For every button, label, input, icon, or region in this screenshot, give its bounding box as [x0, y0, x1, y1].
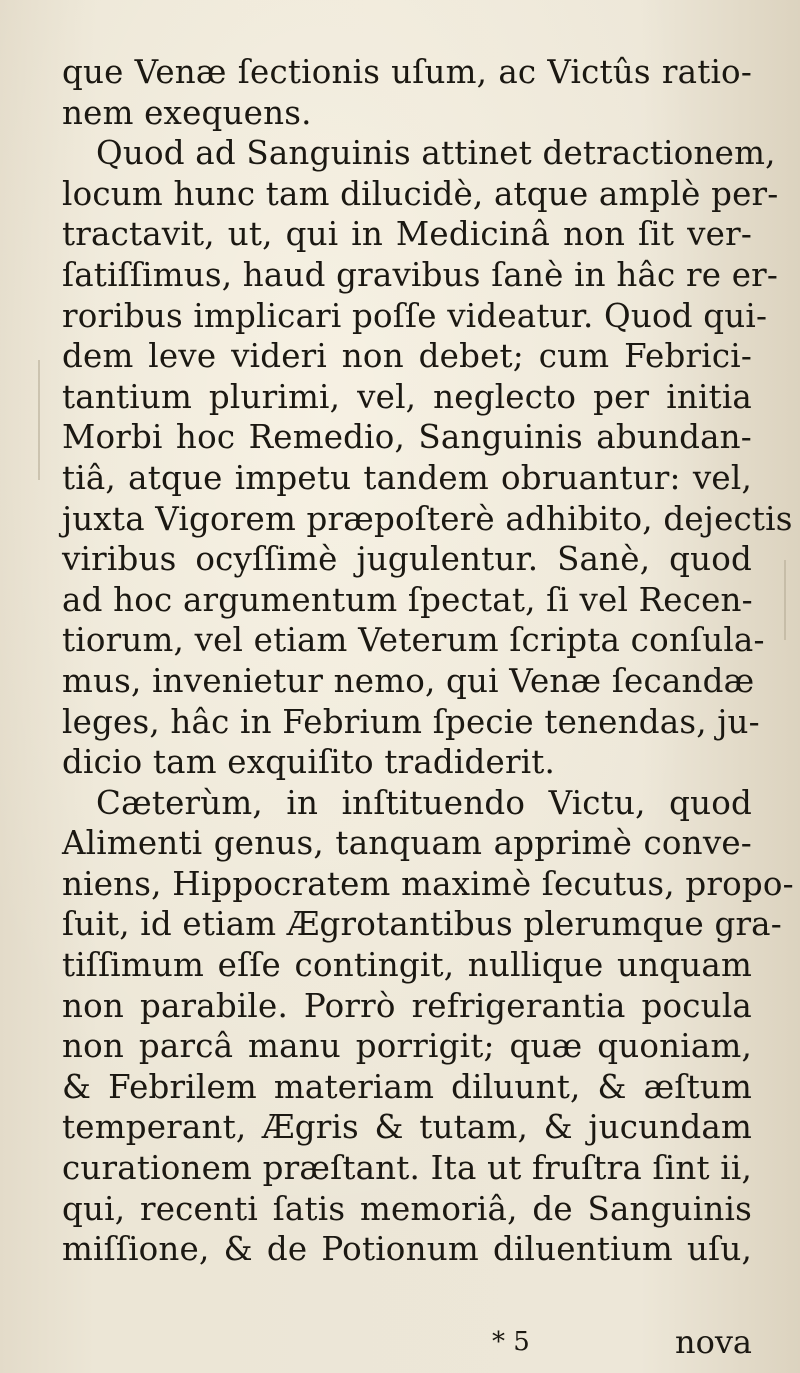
catchword: nova — [674, 1323, 752, 1361]
text-line-21: niens, Hippocratem maximè ſecutus, propo- — [62, 864, 794, 903]
text-line-20: Alimenti genus, tanquam apprimè conve- — [62, 824, 752, 863]
text-line-28: curationem præſtant. Ita ut fruſtra ſint ii, — [62, 1149, 752, 1188]
text-line-5: tractavit, ut, qui in Medicinâ non ſit ver- — [62, 215, 752, 254]
text-line-4: locum hunc tam dilucidè, atque amplè per- — [62, 174, 779, 213]
text-line-18: dicio tam exquiſito tradiderit. — [62, 743, 556, 782]
text-line-1: que Venæ ſectionis uſum, ac Victûs ratio- — [62, 53, 752, 91]
text-line-3: Quod ad Sanguinis attinet detractionem, — [96, 134, 776, 173]
text-line-10: Morbi hoc Remedio, Sanguinis abundan- — [62, 418, 752, 457]
page-footer — [62, 1322, 752, 1362]
latin-text-block — [62, 52, 794, 1270]
text-line-23: tiſſimum eſſe contingit, nullique unquam — [62, 946, 752, 985]
text-line-2: nem exequens. — [62, 93, 312, 132]
text-line-22: ſuit, id etiam Ægrotantibus plerumque gra- — [62, 905, 782, 944]
right-margin-shadow — [784, 560, 786, 640]
text-line-9: tantium plurimi, vel, neglecto per initia — [62, 377, 752, 416]
signature-mark: * 5 — [492, 1327, 530, 1357]
text-line-8: dem leve videri non debet; cum Febrici- — [62, 337, 752, 376]
text-line-13: viribus ocyſſimè jugulentur. Sanè, quod — [62, 540, 752, 579]
text-line-11: tiâ, atque impetu tandem obruantur: vel, — [62, 458, 752, 497]
text-line-30: miſſione, & de Potionum diluentium uſu, — [62, 1230, 752, 1269]
text-line-12: juxta Vigorem præpoſterè adhibito, dejectis — [62, 499, 793, 538]
text-line-29: qui, recenti ſatis memoriâ, de Sanguinis — [62, 1189, 752, 1228]
text-line-14: ad hoc argumentum ſpectat, ſi vel Recen- — [62, 580, 753, 619]
text-line-27: temperant, Ægris & tutam, & jucundam — [62, 1108, 752, 1147]
text-line-25: non parcâ manu porrigit; quæ quoniam, — [62, 1027, 752, 1066]
text-line-24: non parabile. Porrò refrigerantia pocula — [62, 986, 752, 1025]
text-line-6: ſatiſſimus, haud gravibus ſanè in hâc re er- — [62, 255, 779, 294]
text-line-7: roribus implicari poſſe videatur. Quod qui- — [62, 296, 768, 335]
text-line-16: mus, invenietur nemo, qui Venæ ſecandæ — [62, 661, 755, 700]
text-line-17: leges, hâc in Febrium ſpecie tenendas, ju- — [62, 702, 760, 741]
text-line-15: tiorum, vel etiam Veterum ſcripta conſula- — [62, 621, 765, 660]
text-line-26: & Febrilem materiam diluunt, & æſtum — [62, 1067, 752, 1106]
left-margin-shadow — [38, 360, 40, 480]
text-line-19: Cæterùm, in inſtituendo Victu, quod — [96, 783, 752, 822]
